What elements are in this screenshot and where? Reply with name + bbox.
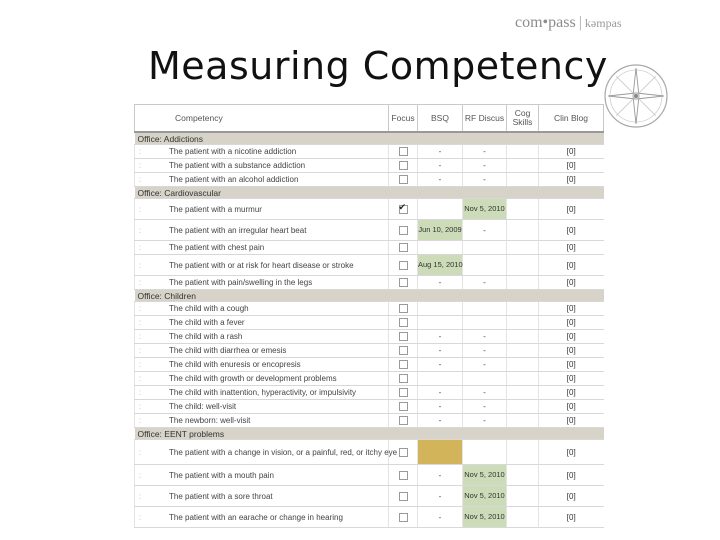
row-handle-icon: : — [139, 447, 142, 457]
clin-blog-link[interactable]: [0] — [539, 440, 604, 465]
focus-checkbox[interactable] — [399, 332, 408, 341]
rf-discus-cell[interactable] — [463, 255, 507, 276]
competency-cell — [135, 241, 389, 255]
competency-cell — [135, 440, 398, 465]
competency-cell — [135, 159, 389, 173]
clin-blog-link[interactable]: [0] — [539, 276, 604, 290]
competency-cell — [135, 145, 389, 159]
rf-discus-cell[interactable]: - — [463, 358, 507, 372]
rf-discus-cell[interactable] — [463, 241, 507, 255]
focus-cell — [389, 255, 418, 276]
cog-skills-cell — [507, 507, 539, 528]
row-handle-icon: : — [139, 161, 142, 170]
table-row — [135, 159, 604, 173]
competency-cell — [135, 330, 389, 344]
slide-title: Measuring Competency — [148, 44, 608, 88]
competency-cell — [135, 386, 389, 400]
focus-cell — [389, 302, 418, 316]
competency-cell — [135, 344, 389, 358]
competency-link[interactable]: The patient with a substance addiction — [169, 161, 306, 170]
cog-skills-cell — [507, 159, 539, 173]
rf-discus-cell[interactable] — [463, 316, 507, 330]
row-handle-icon: : — [139, 416, 142, 425]
clin-blog-link[interactable]: [0] — [539, 241, 604, 255]
table-row — [135, 358, 604, 372]
table-row — [135, 199, 604, 220]
rf-discus-cell[interactable]: Nov 5, 2010 — [463, 486, 507, 507]
row-handle-icon: : — [139, 360, 142, 369]
focus-cell — [389, 173, 418, 187]
table-row — [135, 386, 604, 400]
competency-link[interactable]: The child with diarrhea or emesis — [169, 346, 287, 355]
brand-pronunciation: kəmpas — [584, 16, 622, 30]
bsq-cell[interactable]: - — [418, 486, 463, 507]
clin-blog-link[interactable]: [0] — [539, 358, 604, 372]
row-handle-icon: : — [139, 225, 142, 235]
row-handle-icon: : — [139, 147, 142, 156]
clin-blog-link[interactable]: [0] — [539, 255, 604, 276]
cog-skills-cell — [507, 440, 539, 465]
competency-cell — [135, 507, 389, 528]
clin-blog-link[interactable]: [0] — [539, 316, 604, 330]
table-row — [135, 276, 604, 290]
rf-discus-cell[interactable]: - — [463, 400, 507, 414]
rf-discus-cell[interactable]: - — [463, 159, 507, 173]
header-rf-discus[interactable]: RF Discus — [463, 105, 507, 133]
clin-blog-link[interactable]: [0] — [539, 173, 604, 187]
bsq-cell[interactable]: Aug 15, 2010 — [418, 255, 463, 276]
competency-table — [134, 104, 604, 528]
focus-cell — [389, 330, 418, 344]
row-handle-icon: : — [139, 243, 142, 252]
focus-cell — [389, 276, 418, 290]
rf-discus-cell[interactable]: - — [463, 330, 507, 344]
cog-skills-cell — [507, 344, 539, 358]
competency-link[interactable]: The patient with a sore throat — [169, 491, 273, 501]
focus-cell — [389, 486, 418, 507]
row-handle-icon: : — [139, 318, 142, 327]
header-competency[interactable]: Competency — [135, 105, 389, 133]
cog-skills-cell — [507, 255, 539, 276]
focus-cell — [389, 507, 418, 528]
focus-cell — [389, 159, 418, 173]
table-row — [135, 316, 604, 330]
clin-blog-link[interactable]: [0] — [539, 465, 604, 486]
clin-blog-link[interactable]: [0] — [539, 159, 604, 173]
cog-skills-cell — [507, 199, 539, 220]
focus-cell — [389, 344, 418, 358]
cog-skills-cell — [507, 330, 539, 344]
competency-link[interactable]: The patient with an earache or change in hearing — [169, 512, 343, 522]
table-row — [135, 372, 604, 386]
competency-link[interactable]: The patient with or at risk for heart disease or stroke — [169, 260, 354, 270]
focus-checkbox[interactable] — [399, 278, 408, 287]
brand-main: com•pass — [515, 14, 576, 31]
focus-checkbox[interactable] — [399, 161, 408, 170]
row-handle-icon: : — [139, 402, 142, 411]
row-handle-icon: : — [139, 278, 142, 287]
cog-skills-cell — [507, 220, 539, 241]
focus-checkbox[interactable] — [399, 402, 408, 411]
competency-cell — [135, 414, 389, 428]
cog-skills-cell — [507, 173, 539, 187]
focus-cell — [389, 220, 418, 241]
cog-skills-cell — [507, 486, 539, 507]
competency-link[interactable]: The patient with pain/swelling in the legs — [169, 278, 313, 287]
clin-blog-link[interactable]: [0] — [539, 372, 604, 386]
focus-checkbox[interactable] — [399, 261, 408, 270]
competency-cell — [135, 173, 389, 187]
rf-discus-cell[interactable]: - — [463, 220, 507, 241]
clin-blog-link[interactable]: [0] — [539, 414, 604, 428]
row-handle-icon: : — [139, 470, 142, 480]
row-handle-icon: : — [139, 175, 142, 184]
table-row — [135, 255, 604, 276]
competency-cell — [135, 220, 389, 241]
table-row — [135, 302, 604, 316]
cog-skills-cell — [507, 400, 539, 414]
cog-skills-cell — [507, 316, 539, 330]
bsq-cell[interactable]: - — [418, 400, 463, 414]
bsq-cell[interactable]: - — [418, 173, 463, 187]
focus-cell — [389, 316, 418, 330]
focus-checkbox[interactable] — [399, 243, 408, 252]
header-clin-blog[interactable]: Clin Blog — [539, 105, 604, 133]
competency-link[interactable]: The patient with a change in vision, or a painful, red, or itchy eye — [169, 447, 398, 457]
brand-separator: | — [578, 14, 582, 31]
bsq-cell[interactable]: - — [418, 276, 463, 290]
competency-link[interactable]: The child with growth or development problems — [169, 374, 337, 383]
competency-link[interactable]: The patient with chest pain — [169, 243, 265, 252]
competency-cell — [135, 358, 389, 372]
clin-blog-link[interactable]: [0] — [539, 302, 604, 316]
clin-blog-link[interactable]: [0] — [539, 507, 604, 528]
competency-link[interactable]: The child with a cough — [169, 304, 249, 313]
bsq-cell[interactable] — [418, 302, 463, 316]
rf-discus-cell[interactable]: - — [463, 414, 507, 428]
competency-link[interactable]: The patient with a nicotine addiction — [169, 147, 297, 156]
competency-cell — [135, 199, 389, 220]
clin-blog-link[interactable]: [0] — [539, 199, 604, 220]
competency-link[interactable]: The child: well-visit — [169, 402, 237, 411]
bsq-cell[interactable]: - — [418, 358, 463, 372]
bsq-cell[interactable]: - — [418, 507, 463, 528]
row-handle-icon: : — [139, 260, 142, 270]
competency-link[interactable]: The patient with an irregular heart beat — [169, 225, 307, 235]
table-row — [135, 507, 604, 528]
bsq-cell[interactable]: - — [418, 414, 463, 428]
header-bsq[interactable]: BSQ — [418, 105, 463, 133]
competency-link[interactable]: The child with inattention, hyperactivity, or impulsivity — [169, 388, 357, 397]
competency-cell — [135, 276, 389, 290]
competency-cell — [135, 316, 389, 330]
table-header-row — [135, 105, 604, 133]
rf-discus-cell[interactable] — [463, 440, 507, 465]
header-focus[interactable]: Focus — [389, 105, 418, 133]
competency-link[interactable]: The child with enuresis or encopresis — [169, 360, 301, 369]
compass-icon — [602, 62, 670, 130]
competency-link[interactable]: The child with a fever — [169, 318, 245, 327]
focus-checkbox[interactable] — [399, 304, 408, 313]
focus-checkbox[interactable] — [399, 374, 408, 383]
competency-cell — [135, 302, 389, 316]
focus-checkbox[interactable] — [399, 513, 408, 522]
cog-skills-cell — [507, 465, 539, 486]
header-cog-skills[interactable]: Cog Skills — [507, 105, 539, 133]
focus-checkbox[interactable] — [399, 416, 408, 425]
focus-checkbox[interactable] — [399, 147, 408, 156]
bsq-cell[interactable]: - — [418, 465, 463, 486]
focus-cell — [389, 241, 418, 255]
cog-skills-cell — [507, 386, 539, 400]
focus-cell — [389, 465, 418, 486]
bsq-cell[interactable] — [418, 440, 463, 465]
focus-checkbox[interactable] — [399, 346, 408, 355]
focus-cell — [389, 414, 418, 428]
competency-cell — [135, 486, 389, 507]
group-header-row — [135, 187, 604, 199]
focus-cell — [389, 372, 418, 386]
focus-checkbox[interactable] — [399, 471, 408, 480]
table-row — [135, 486, 604, 507]
table-row — [135, 344, 604, 358]
brand-wordmark — [515, 14, 622, 32]
table-row — [135, 465, 604, 486]
row-handle-icon: : — [139, 332, 142, 341]
cog-skills-cell — [507, 241, 539, 255]
cog-skills-cell — [507, 358, 539, 372]
clin-blog-link[interactable]: [0] — [539, 145, 604, 159]
table-row — [135, 145, 604, 159]
bsq-cell[interactable]: - — [418, 145, 463, 159]
competency-cell — [135, 465, 389, 486]
cog-skills-cell — [507, 414, 539, 428]
competency-cell — [135, 400, 389, 414]
bsq-cell[interactable] — [418, 241, 463, 255]
row-handle-icon: : — [139, 388, 142, 397]
rf-discus-cell[interactable]: Nov 5, 2010 — [463, 199, 507, 220]
bsq-cell[interactable] — [418, 372, 463, 386]
rf-discus-cell[interactable]: - — [463, 173, 507, 187]
focus-checkbox[interactable] — [399, 205, 408, 214]
rf-discus-cell[interactable]: Nov 5, 2010 — [463, 507, 507, 528]
table-row — [135, 241, 604, 255]
competency-table-container[interactable] — [134, 104, 603, 522]
rf-discus-cell[interactable] — [463, 372, 507, 386]
table-row — [135, 400, 604, 414]
group-title: Office: EENT problems — [135, 428, 604, 440]
bsq-cell[interactable]: - — [418, 330, 463, 344]
group-header-row — [135, 290, 604, 302]
table-row — [135, 330, 604, 344]
focus-checkbox[interactable] — [399, 175, 408, 184]
table-row — [135, 414, 604, 428]
row-handle-icon: : — [139, 304, 142, 313]
competency-link[interactable]: The patient with a murmur — [169, 204, 262, 214]
bsq-cell[interactable]: Jun 10, 2009 — [418, 220, 463, 241]
group-header-row — [135, 132, 604, 145]
competency-link[interactable]: The newborn: well-visit — [169, 416, 251, 425]
bsq-cell[interactable] — [418, 199, 463, 220]
bsq-cell[interactable]: - — [418, 159, 463, 173]
table-row — [135, 220, 604, 241]
bsq-cell[interactable]: - — [418, 344, 463, 358]
clin-blog-link[interactable]: [0] — [539, 386, 604, 400]
competency-link[interactable]: The patient with a mouth pain — [169, 470, 274, 480]
row-handle-icon: : — [139, 491, 142, 501]
rf-discus-cell[interactable] — [463, 302, 507, 316]
bsq-cell[interactable]: - — [418, 386, 463, 400]
cog-skills-cell — [507, 302, 539, 316]
focus-cell — [389, 400, 418, 414]
focus-cell — [389, 358, 418, 372]
competency-cell — [135, 372, 389, 386]
focus-checkbox[interactable] — [399, 448, 408, 457]
table-row — [135, 173, 604, 187]
clin-blog-link[interactable]: [0] — [539, 220, 604, 241]
rf-discus-cell[interactable]: - — [463, 276, 507, 290]
group-header-row — [135, 428, 604, 440]
row-handle-icon: : — [139, 512, 142, 522]
group-title: Office: Cardiovascular — [135, 187, 604, 199]
rf-discus-cell[interactable]: - — [463, 344, 507, 358]
row-handle-icon: : — [139, 204, 142, 214]
focus-checkbox[interactable] — [399, 388, 408, 397]
competency-link[interactable]: The patient with an alcohol addiction — [169, 175, 299, 184]
rf-discus-cell[interactable]: - — [463, 145, 507, 159]
focus-checkbox[interactable] — [399, 360, 408, 369]
row-handle-icon: : — [139, 374, 142, 383]
cog-skills-cell — [507, 145, 539, 159]
focus-checkbox[interactable] — [399, 318, 408, 327]
focus-checkbox[interactable] — [399, 492, 408, 501]
focus-cell — [389, 199, 418, 220]
clin-blog-link[interactable]: [0] — [539, 486, 604, 507]
competency-cell — [135, 255, 389, 276]
group-title: Office: Children — [135, 290, 604, 302]
competency-link[interactable]: The child with a rash — [169, 332, 243, 341]
group-title: Office: Addictions — [135, 132, 604, 145]
row-handle-icon: : — [139, 346, 142, 355]
clin-blog-link[interactable]: [0] — [539, 330, 604, 344]
clin-blog-link[interactable]: [0] — [539, 400, 604, 414]
table-row — [135, 440, 604, 465]
focus-checkbox[interactable] — [399, 226, 408, 235]
rf-discus-cell[interactable]: Nov 5, 2010 — [463, 465, 507, 486]
rf-discus-cell[interactable]: - — [463, 386, 507, 400]
cog-skills-cell — [507, 372, 539, 386]
focus-cell — [389, 145, 418, 159]
bsq-cell[interactable] — [418, 316, 463, 330]
focus-cell — [389, 386, 418, 400]
clin-blog-link[interactable]: [0] — [539, 344, 604, 358]
cog-skills-cell — [507, 276, 539, 290]
